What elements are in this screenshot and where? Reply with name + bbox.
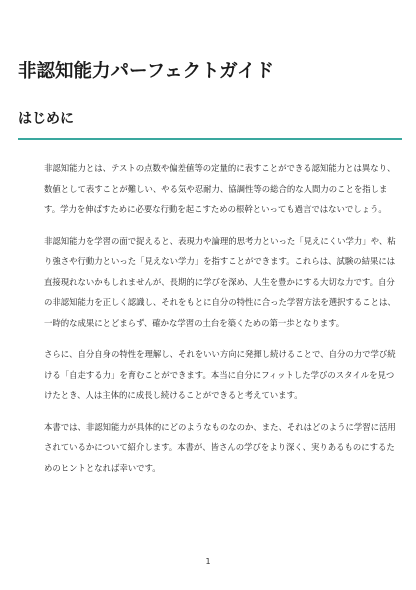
heading-divider	[18, 138, 402, 140]
paragraph: 非認知能力とは、テストの点数や偏差値等の定量的に表すことができる認知能力とは異なり、数値として表すことが難しい、やる気や忍耐力、協調性等の総合的な人間力のことを指します。学力を伸ばすために必要な行動を起こすための根幹といっても過言ではないでしょう。	[44, 163, 396, 214]
paragraph: さらに、自分自身の特性を理解し、それをいい方向に発揮し続けることで、自分の力で学び続ける「自走する力」を育むことができます。本当に自分にフィットした学びのスタイルを見つけたとき、人は主体的に成長し続けることができると考えています。	[44, 349, 396, 400]
page-number: 1	[205, 557, 211, 566]
paragraph: 非認知能力を学習の面で捉えると、表現力や論理的思考力といった「見えにくい学力」や、粘り強さや行動力といった「見えない学力」を指すことができます。これらは、試験の結果には直接現れないかもしれませんが、長期的に学びを深め、人生を豊かにする大切な力です。自分の非認知能力を正しく認識し、それをもとに自分の特性に合った学習方法を選択することは、一時的な成果にとどまらず、確かな学習の土台を築くための第一歩となります。	[44, 235, 396, 328]
document-title: 非認知能力パーフェクトガイド	[18, 61, 275, 82]
document-body	[44, 158, 402, 489]
paragraph: 本書では、非認知能力が具体的にどのようなものなのか、また、それはどのように学習に活用されているかについて紹介します。本書が、皆さんの学びをより深く、実りあるものにするためのヒントとなれば幸いです。	[44, 421, 396, 473]
section-heading: はじめに	[18, 111, 74, 127]
